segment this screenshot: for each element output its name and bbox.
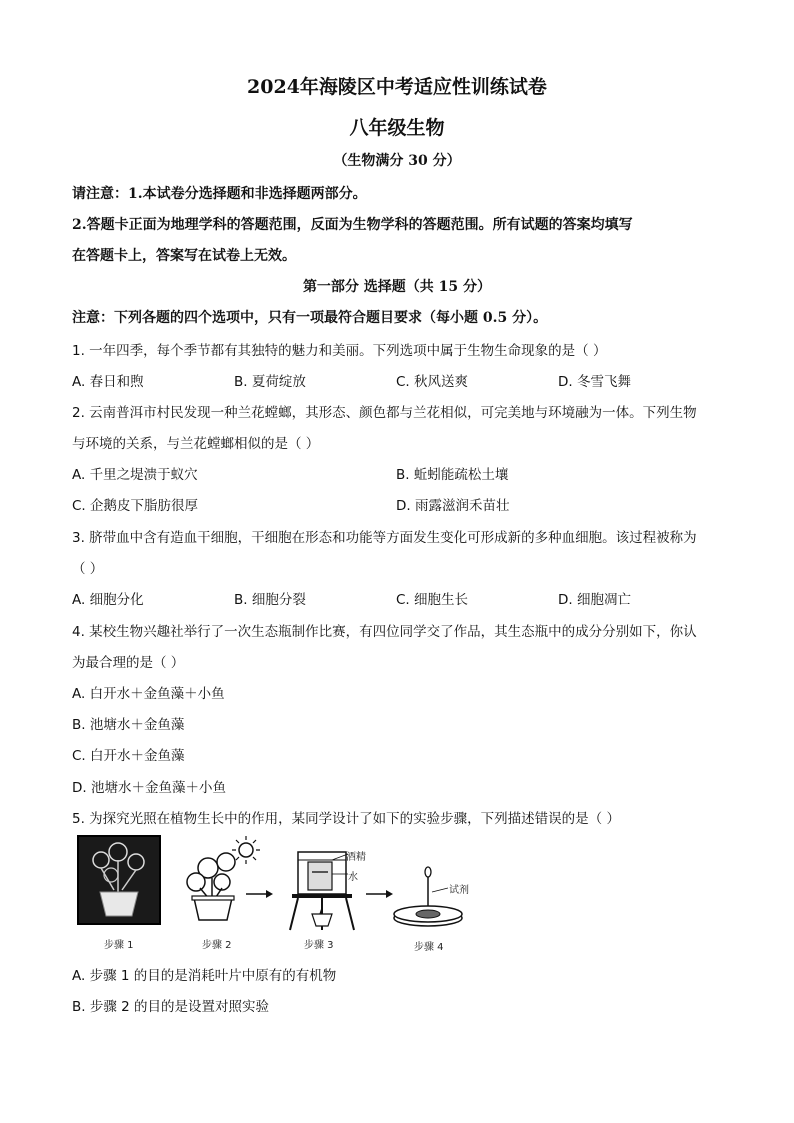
q2-option-c: C. 企鹅皮下脂肪很厚 [72,498,199,514]
q4-option-c: C. 白开水＋金鱼藻 [72,748,185,764]
experiment-steps-figure [76,830,476,955]
q4-option-b: B. 池塘水＋金鱼藻 [72,717,185,733]
q2-option-d: D. 雨露滋润禾苗壮 [396,498,510,514]
question-2-stem-2: 与环境的关系，与兰花螳螂相似的是（ ） [72,436,320,452]
q1-option-d: D. 冬雪飞舞 [558,374,631,390]
q5-option-b: B. 步骤 2 的目的是设置对照实验 [72,999,270,1015]
section-instruction: 注意：下列各题的四个选项中，只有一项最符合题目要求（每小题 0.5 分）。 [72,310,548,326]
question-5-stem: 5. 为探究光照在植物生长中的作用，某同学设计了如下的实验步骤，下列描述错误的是（ ） [72,811,620,827]
step-2-plant-with-sun [187,836,260,920]
q1-option-b: B. 夏荷绽放 [234,374,306,390]
label-water: 水 [348,872,358,883]
score-note: （生物满分 30 分） [333,153,461,169]
q2-option-b: B. 蚯蚓能疏松土壤 [396,467,509,483]
q3-option-b: B. 细胞分裂 [234,592,306,608]
q5-option-a: A. 步骤 1 的目的是消耗叶片中原有的有机物 [72,968,337,984]
question-1-stem: 1. 一年四季，每个季节都有其独特的魅力和美丽。下列选项中属于生物生命现象的是（ ） [72,343,607,359]
label-reagent: 试剂 [449,885,469,896]
notice-line-2: 2.答题卡正面为地理学科的答题范围，反面为生物学科的答题范围。所有试题的答案均填写 [72,217,633,233]
caption-step-4: 步骤 4 [414,942,444,953]
q3-option-a: A. 细胞分化 [72,592,144,608]
step-4-reagent-dish [394,867,462,926]
q2-option-a: A. 千里之堤溃于蚁穴 [72,467,198,483]
q1-option-c: C. 秋风送爽 [396,374,469,390]
q3-option-c: C. 细胞生长 [396,592,469,608]
experiment-illustration [76,830,476,955]
question-2-stem-1: 2. 云南普洱市村民发现一种兰花螳螂，其形态、颜色都与兰花相似，可完美地与环境融为一体。下列生物 [72,405,697,421]
q4-option-d: D. 池塘水＋金鱼藻＋小鱼 [72,780,226,796]
exam-title: 2024年海陵区中考适应性训练试卷 [247,76,547,98]
question-4-stem-1: 4. 某校生物兴趣社举行了一次生态瓶制作比赛，有四位同学交了作品，其生态瓶中的成分分别如下，你认 [72,624,697,640]
caption-step-1: 步骤 1 [104,940,134,951]
q3-option-d: D. 细胞凋亡 [558,592,631,608]
caption-step-2: 步骤 2 [202,940,232,951]
question-4-stem-2: 为最合理的是（ ） [72,655,185,671]
label-alcohol: 酒精 [346,852,366,863]
step-3-water-bath [290,852,354,930]
q4-option-a: A. 白开水＋金鱼藻＋小鱼 [72,686,225,702]
caption-step-3: 步骤 3 [304,940,334,951]
q1-option-a: A. 春日和煦 [72,374,144,390]
exam-subject: 八年级生物 [349,117,445,139]
question-3-stem-1: 3. 脐带血中含有造血干细胞，干细胞在形态和功能等方面发生变化可形成新的多种血细胞。该过程被称为 [72,530,697,546]
section-title: 第一部分 选择题（共 15 分） [302,279,492,295]
question-3-stem-2: （ ） [72,561,104,577]
step-1-dark-box [78,836,160,924]
notice-line-3: 在答题卡上，答案写在试卷上无效。 [72,248,296,264]
notice-line-1: 请注意：1.本试卷分选择题和非选择题两部分。 [72,186,367,202]
